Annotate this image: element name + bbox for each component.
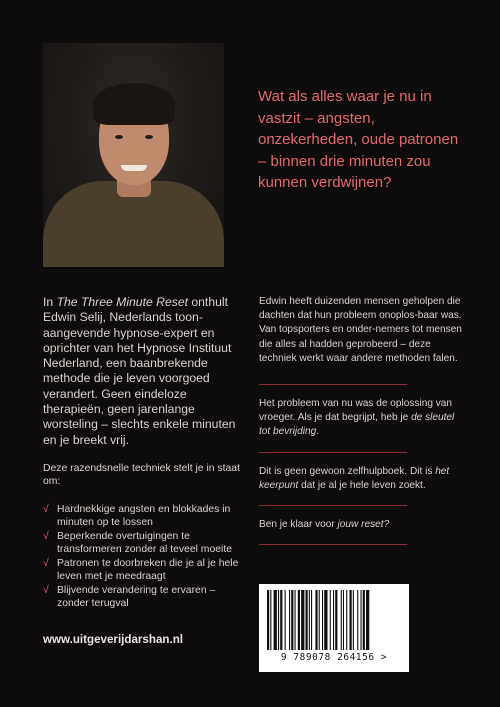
benefit-list: [43, 503, 241, 611]
claim-text: Dit is geen gewoon zelfhulpboek. Dit is: [259, 465, 436, 477]
intro-text: onthult Edwin Selij, Nederlands toon-aangevende hypnose-expert en oprichter van het Hypnose Instituut Nederland, een baanbrekende methode die je leven voorgoed verandert. Geen eindeloze therapieën, geen jarenlange worsteling – slechts enkele minuten en je breekt vrij.: [43, 295, 236, 447]
author-eye-right: [145, 135, 153, 139]
check-icon: √: [43, 584, 49, 596]
list-item-text: Hardnekkige angsten en blokkades in minuten op te lossen: [57, 503, 231, 529]
isbn-digits: 9 789078 264156 >: [280, 652, 388, 663]
barcode-bars: [267, 590, 401, 650]
barcode-bar: [306, 590, 308, 650]
barcode-bar: [289, 590, 290, 650]
barcode-bar: [324, 590, 327, 650]
right-column: [259, 295, 467, 557]
barcode-bar: [366, 590, 369, 650]
barcode-bar: [291, 590, 293, 650]
barcode-bar: [357, 590, 358, 650]
barcode-bar: [346, 590, 347, 650]
barcode-bar: [363, 590, 365, 650]
barcode-bar: [278, 590, 279, 650]
barcode-bar: [315, 590, 317, 650]
barcode-bar: [270, 590, 271, 650]
book-title: The Three Minute Reset: [56, 295, 188, 309]
barcode-bar: [333, 590, 334, 650]
list-item: [43, 503, 241, 530]
lead-paragraph: Deze razendsnelle techniek stelt je in staat om:: [43, 462, 240, 488]
check-icon: √: [43, 557, 49, 569]
barcode-bar: [341, 590, 342, 650]
insight-emphasis: de sleutel tot bevrijding: [259, 412, 455, 438]
barcode-bar: [330, 590, 331, 650]
barcode-bar: [298, 590, 300, 650]
divider: [259, 544, 407, 545]
barcode-bar: [311, 590, 312, 650]
barcode-bar: [335, 590, 337, 650]
divider: [259, 384, 407, 385]
call-to-action: [259, 518, 467, 532]
barcode-bar: [274, 590, 277, 650]
author-smile: [121, 165, 147, 171]
author-photo: [43, 43, 224, 267]
barcode-bar: [353, 590, 354, 650]
barcode-bar: [267, 590, 269, 650]
check-icon: √: [43, 530, 49, 542]
divider: [259, 505, 407, 506]
intro-prefix: In: [43, 295, 57, 309]
divider: [259, 452, 407, 453]
insight-text: Het probleem van nu was de oplossing van vroeger. Als je dat begrijpt, heb je: [259, 398, 453, 424]
endorsement-paragraph: Edwin heeft duizenden mensen geholpen die dachten dat hun probleem onoplos-baar was. Van topsporters en onder-nemers tot mensen die alles al hadden geprobeerd – deze techniek werkt waar andere methoden falen.: [259, 296, 462, 364]
intro-paragraph: [43, 295, 241, 448]
list-item-text: Blijvende verandering te ervaren – zonder terugval: [57, 584, 216, 610]
claim-paragraph: [259, 465, 467, 493]
publisher-website: www.uitgeverijdarshan.nl: [43, 633, 184, 646]
hook-question: Wat als alles waar je nu in vastzit – angsten, onzekerheden, oude patronen – binnen drie minuten zou kunnen verdwijnen?: [258, 88, 459, 191]
list-item: [43, 557, 241, 584]
barcode-bar: [361, 590, 362, 650]
barcode-bar: [322, 590, 323, 650]
insight-suffix: .: [316, 426, 320, 438]
cta-text: Ben je klaar voor: [259, 519, 338, 531]
author-hair: [93, 83, 175, 125]
barcode-bar: [350, 590, 352, 650]
left-column: [43, 295, 241, 611]
barcode-bar: [285, 590, 286, 650]
cta-emphasis: jouw reset?: [337, 519, 390, 531]
check-icon: √: [43, 503, 49, 515]
claim-emphasis: het keerpunt: [259, 465, 450, 491]
author-eye-left: [115, 135, 123, 139]
list-item-text: Patronen te doorbreken die je al je hele leven met je meedraagt: [57, 557, 239, 583]
barcode-bar: [301, 590, 304, 650]
barcode-bar: [295, 590, 296, 650]
list-item-text: Beperkende overtuigingen te transformeren zonder al teveel moeite: [57, 530, 232, 556]
list-item: [43, 584, 241, 611]
claim-suffix: dat je al je hele leven zoekt.: [298, 479, 426, 491]
barcode-bar: [319, 590, 320, 650]
insight-paragraph: [259, 397, 467, 440]
barcode-bar: [309, 590, 310, 650]
isbn-barcode: [259, 584, 409, 672]
barcode-bar: [343, 590, 344, 650]
list-item: [43, 530, 241, 557]
barcode-bar: [280, 590, 282, 650]
